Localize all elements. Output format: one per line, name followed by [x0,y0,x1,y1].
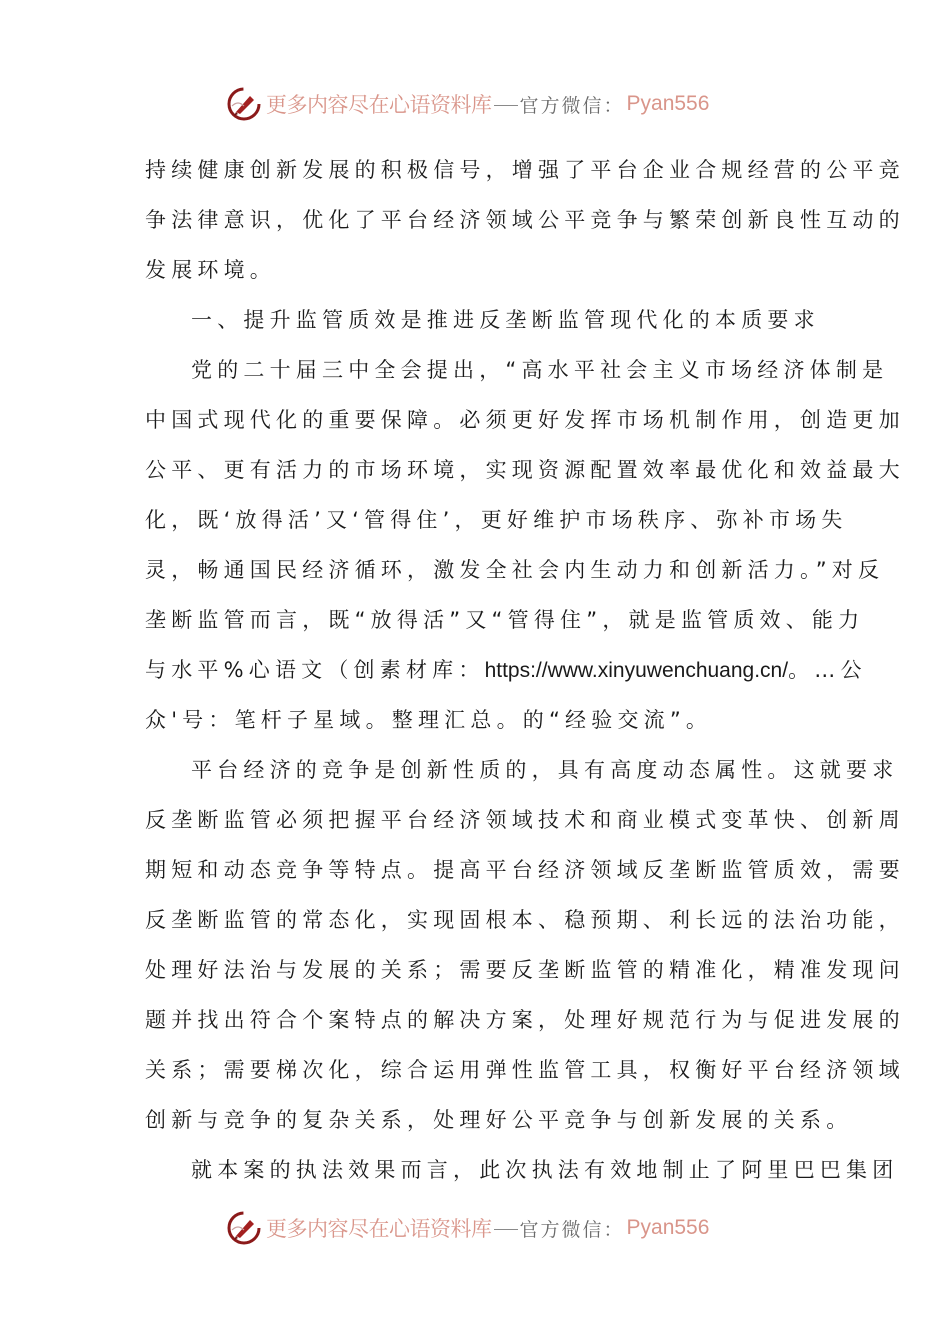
footer-watermark-banner [226,1208,709,1248]
text-line: 就本案的执法效果而言，此次执法有效地制止了阿里巴巴集团 [191,1158,899,1182]
text-line: 关系；需要梯次化，综合运用弹性监管工具，权衡好平台经济领域 [145,1058,905,1082]
text-line: 中国式现代化的重要保障。必须更好发挥市场机制作用，创造更加 [145,408,905,432]
wechat-id: Pyan556 [626,92,710,115]
text-line: 争法律意识，优化了平台经济领域公平竞争与繁荣创新良性互动的 [145,208,905,232]
text-line: 反垄断监管必须把握平台经济领域技术和商业模式变革快、创新周 [145,808,905,832]
text-line: 平台经济的竞争是创新性质的，具有高度动态属性。这就要求 [191,758,899,782]
text-line: 处理好法治与发展的关系；需要反垄断监管的精准化，精准发现问 [145,958,905,982]
text-line: 期短和动态竞争等特点。提高平台经济领域反垄断监管质效，需要 [145,858,905,882]
text-line: 发展环境。 [145,258,276,282]
text-line-with-url [145,650,867,700]
wechat-label: 官方微信： [519,1218,625,1241]
text-line: 持续健康创新发展的积极信号，增强了平台企业合规经营的公平竞 [145,158,905,182]
pen-nib-logo-icon [226,1210,262,1246]
text-segment: 。…公 [788,658,867,682]
text-line: 众'号：笔杆子星域。整理汇总。的“经验交流”。 [145,708,713,732]
text-line: 灵，畅通国民经济循环，激发全社会内生动力和创新活力。”对反 [145,558,885,582]
brand-text: 更多内容尽在心语资料库 [266,1217,492,1241]
wechat-label: 官方微信： [519,94,625,117]
text-line: 党的二十届三中全会提出，“高水平社会主义市场经济体制是 [191,358,889,382]
text-line: 公平、更有活力的市场环境，实现资源配置效率最优化和效益最大 [145,458,905,482]
source-url-link[interactable]: https://www.xinyuwenchuang.cn/ [484,659,789,682]
dash-separator [494,105,518,106]
section-heading: 一、提升监管质效是推进反垄断监管现代化的本质要求 [191,308,820,332]
dash-separator [494,1229,518,1230]
text-line: 题并找出符合个案特点的解决方案，处理好规范行为与促进发展的 [145,1008,905,1032]
brand-text: 更多内容尽在心语资料库 [266,93,492,117]
text-segment: 与水平%心语文（创素材库： [145,658,485,682]
text-line: 化，既‘放得活’又‘管得住’，更好维护市场秩序、弥补市场失 [145,508,848,532]
wechat-id: Pyan556 [626,1216,710,1239]
document-body [145,150,905,1200]
text-line: 创新与竞争的复杂关系，处理好公平竞争与创新发展的关系。 [145,1108,853,1132]
text-line: 反垄断监管的常态化，实现固根本、稳预期、利长远的法治功能， [145,908,905,932]
text-line: 垄断监管而言，既“放得活”又“管得住”，就是监管质效、能力 [145,608,865,632]
header-watermark-banner [226,84,709,124]
pen-nib-logo-icon [226,86,262,122]
